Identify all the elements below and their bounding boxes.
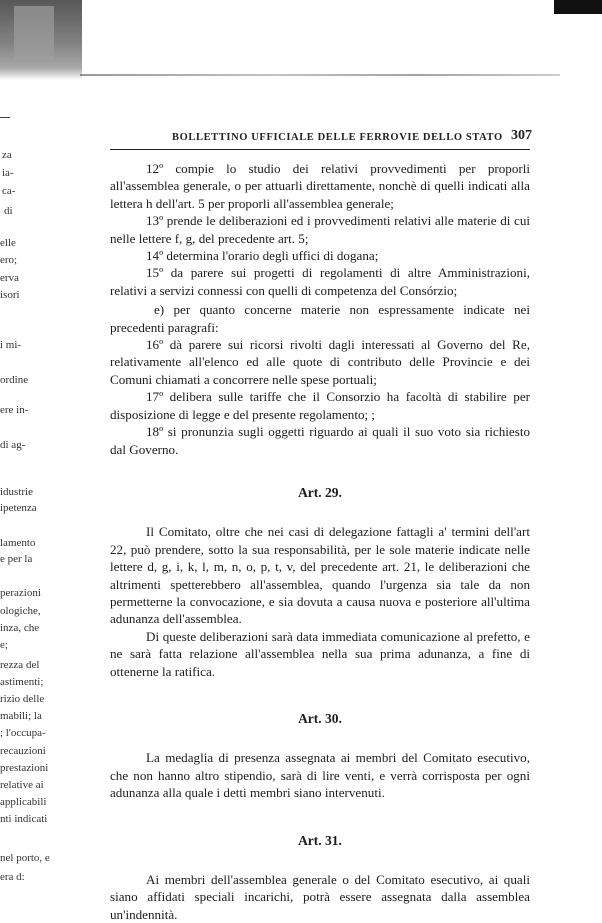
margin-fragment: recauzioni [0, 745, 46, 757]
margin-fragment: ia- [2, 167, 14, 179]
margin-fragment: erva [0, 272, 19, 284]
margin-fragment: inza, che [0, 622, 40, 634]
paragraph-18: 18º si pronunzia sugli oggetti riguardo ai quali il suo voto sia richiesto dal Governo. [110, 424, 530, 457]
paragraph-13: 13º prende le deliberazioni ed i provvedimenti relativi alle materie di cui nelle lettere f, g, del precedente art. 5; [110, 213, 530, 246]
margin-fragment: di ag- [0, 439, 26, 451]
paragraph-12: 12º compie lo studio dei relativi provvedimenti per proporli all'assemblea generale, o per attuarli direttamente, nonchè di quelli indicati alla lettera h dell'art. 5 per proporli all'assemblea generale; [110, 161, 530, 211]
margin-fragment: lamento [0, 537, 36, 549]
margin-fragment: i mi- [0, 339, 22, 351]
scan-edge-shadow [0, 0, 82, 80]
header-title: BOLLETTINO UFFICIALE DELLE FERROVIE DELLO STATO [172, 132, 503, 143]
margin-fragment: rezza del [0, 659, 40, 671]
article-29-paragraph-1: Il Comitato, oltre che nei casi di delegazione fattagli a' termini dell'art 22, può prendere, sotto la sua responsabilità, per le sole materie indicate nelle lettere d, g, i, k, l, m, n, o, p, t, v, del precedente art. 21, le deliberazioni che altrimenti spetterebbero all'assemblea, quando l'urgenza sia tale da non permetterne la convocazione, e sia dovuta a causa nuova e posteriore all'ultima adunanza dell'assemblea. [110, 524, 530, 627]
paragraph-15: 15º da parere sui progetti di regolamenti di altre Amministrazioni, relativi a servizi connessi con quelli di competenza del Consórzio; [110, 265, 530, 298]
margin-fragment: applicabili [0, 796, 47, 808]
paragraph-16: 16º dà parere sui ricorsi rivolti dagli interessati al Governo del Re, relativamente all'elenco ed alle quote di contributo delle Provincie e dei Comuni chiamati a concorrere nelle spese portuali; [110, 337, 530, 387]
article-heading: Art. 30. [298, 710, 342, 726]
paragraph-14: 14º determina l'orario degli uffici di dogana; [146, 248, 379, 264]
article-31-paragraph: Ai membri dell'assemblea generale o del Comitato esecutivo, ai quali siano affidati speciali incarichi, potrà essere assegnata dalla assemblea un'indennità. [110, 872, 530, 922]
article-heading: Art. 31. [298, 832, 342, 848]
page-number: 307 [511, 128, 532, 143]
margin-fragment: astimenti; [0, 676, 44, 688]
margin-fragment: ordine [0, 374, 29, 386]
margin-fragment: relative ai [0, 779, 44, 791]
article-30-paragraph: La medaglia di presenza assegnata ai membri del Comitato esecutivo, che non hanno altro stipendio, sarà di lire venti, e verrà corrisposta per ogni adunanza alla quale i detti membri siano intervenuti. [110, 750, 530, 801]
margin-rule [0, 117, 10, 118]
margin-fragment: isori [0, 289, 20, 301]
margin-fragment: idustrie [0, 486, 33, 498]
running-header [172, 128, 532, 148]
margin-fragment: era d: [0, 871, 25, 883]
margin-fragment: prestazioni [0, 762, 49, 774]
margin-fragment: ere in- [0, 404, 29, 416]
paragraph-e: e) per quanto concerne materie non espressamente indicate nei precedenti paragrafi: [110, 302, 530, 335]
margin-fragment: ipetenza [0, 502, 37, 514]
scan-top-rule [80, 74, 560, 76]
scan-corner-mark [554, 0, 602, 14]
margin-fragment: di [4, 205, 13, 217]
margin-fragment: e per la [0, 553, 33, 565]
margin-fragment: mabili; la [0, 710, 42, 722]
article-29-paragraph-2: Di queste deliberazioni sarà data immediata comunicazione al prefetto, e ne sarà fatta relazione all'assemblea nella sua prima adunanza, a fine di ottenerne la ratifica. [110, 628, 530, 679]
margin-fragment: rizio delle [0, 693, 45, 705]
margin-fragment: ; l'occupa- [0, 727, 46, 739]
page-body [110, 160, 530, 923]
header-rule [110, 149, 530, 150]
paragraph-17: 17º delibera sulle tariffe che il Consorzio ha facoltà di stabilire per disposizione di legge e del presente regolamento; ; [110, 389, 530, 422]
margin-fragment: ologiche, [0, 605, 41, 617]
margin-fragment: elle [0, 237, 16, 249]
scan-edge-shadow-inner [14, 6, 54, 61]
margin-fragment: ca- [2, 185, 16, 197]
facing-page-margin [0, 150, 80, 890]
margin-fragment: nti indicati [0, 813, 48, 825]
margin-fragment: perazioni [0, 587, 41, 599]
margin-fragment: nel porto, e [0, 852, 50, 864]
article-heading: Art. 29. [298, 484, 342, 500]
margin-fragment: e; [0, 639, 8, 651]
margin-fragment: ero; [0, 254, 18, 266]
margin-fragment: za [2, 149, 12, 161]
